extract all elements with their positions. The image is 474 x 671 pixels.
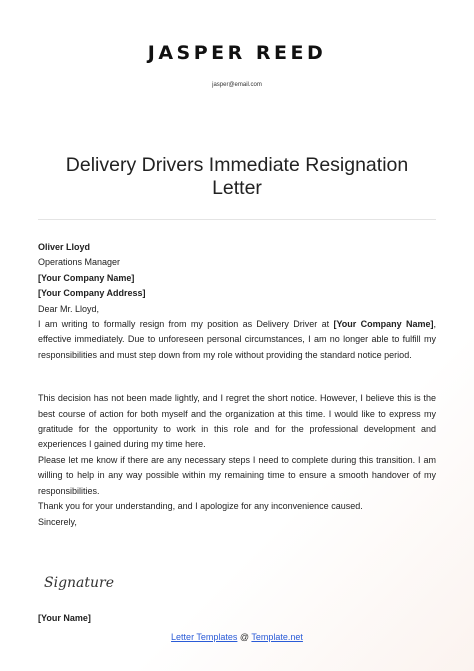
paragraph-1-text-end: , effective immediately. Due to unforeseen personal circumstances, I am no longer able to fulfill my responsibilities and must step down from my role without providing the standard notice period. bbox=[38, 319, 436, 360]
signer-name: [Your Name] bbox=[38, 613, 91, 623]
salutation: Dear Mr. Lloyd, bbox=[38, 303, 100, 314]
paragraph-1-text-start: I am writing to formally resign from my position as Delivery Driver at bbox=[38, 319, 334, 330]
recipient-address: [Your Company Address] bbox=[38, 288, 146, 299]
recipient-company: [Your Company Name] bbox=[38, 272, 135, 283]
footer bbox=[0, 632, 474, 642]
letterhead bbox=[0, 42, 474, 88]
divider bbox=[38, 219, 436, 220]
spacer bbox=[38, 377, 436, 391]
paragraph-4: Thank you for your understanding, and I apologize for any inconvenience caused. bbox=[38, 501, 363, 512]
recipient-position: Operations Manager bbox=[38, 257, 121, 268]
closing: Sincerely, bbox=[38, 516, 77, 527]
sender-name: JASPER REED bbox=[147, 42, 327, 64]
paragraph-3: Please let me know if there are any necessary steps I need to complete during this transition. I am willing to help in any way possible within my remaining time to ensure a smooth handover of my responsibilities. bbox=[38, 454, 436, 496]
paragraph-2: This decision has not been made lightly, and I regret the short notice. However, I believe this is the best course of action for both myself and the organization at this time. I would like to express my gratitude for the opportunity to work in this role and for the professional development and experiences I gained during my time here. bbox=[38, 393, 436, 450]
signature: Signature bbox=[44, 575, 115, 591]
letter-body bbox=[38, 240, 436, 530]
sender-email: jasper@email.com bbox=[212, 82, 262, 88]
paragraph-1-company: [Your Company Name] bbox=[333, 319, 434, 330]
paragraph-1 bbox=[38, 317, 436, 363]
letter-title: Delivery Drivers Immediate Resignation Letter bbox=[65, 154, 409, 199]
template-net-link[interactable]: Template.net bbox=[251, 632, 303, 642]
footer-separator: @ bbox=[237, 632, 252, 642]
recipient-name: Oliver Lloyd bbox=[38, 242, 91, 252]
spacer bbox=[38, 363, 436, 377]
letter-templates-link[interactable]: Letter Templates bbox=[171, 632, 238, 642]
